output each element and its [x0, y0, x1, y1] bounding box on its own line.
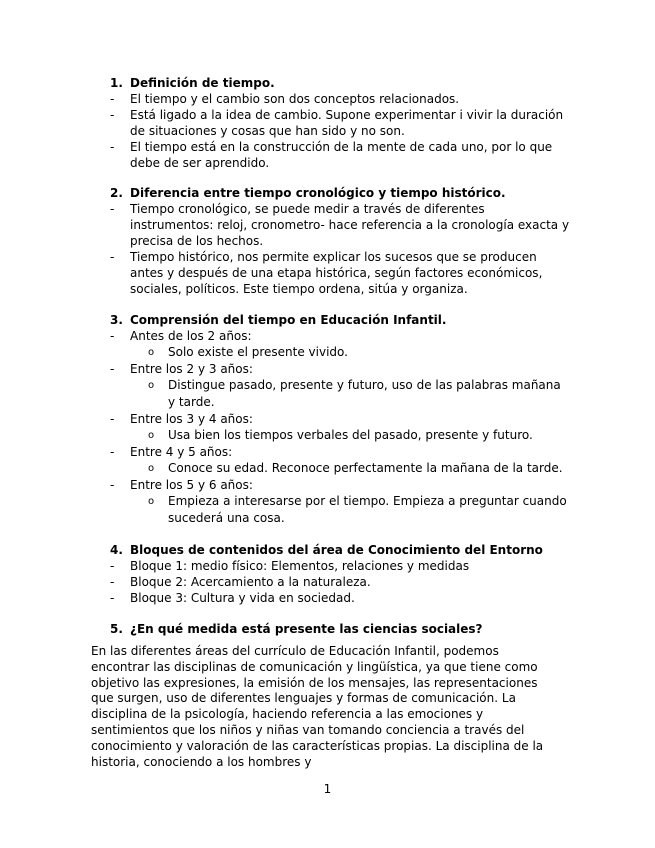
dash-bullet: - — [110, 575, 115, 589]
section-number: 3. — [110, 313, 123, 327]
dash-bullet: - — [110, 108, 115, 122]
list-item-text: Está ligado a la idea de cambio. Supone experimentar i vivir la duración de situaciones y cosas que han sido y no son. — [130, 108, 564, 138]
dash-bullet: - — [110, 412, 115, 426]
sub-list-item-text: Distingue pasado, presente y futuro, uso de las palabras mañana y tarde. — [168, 378, 561, 409]
list-item-text: Bloque 2: Acercamiento a la naturaleza. — [130, 575, 371, 589]
circle-bullet-icon: o — [148, 347, 155, 358]
list-item-text: El tiempo está en la construcción de la mente de cada uno, por lo que debe de ser aprendido. — [130, 140, 553, 170]
list-item — [110, 590, 570, 606]
dash-bullet: - — [110, 202, 115, 216]
section-number: 1. — [110, 76, 123, 90]
list-item — [110, 477, 570, 493]
circle-bullet-icon: o — [148, 380, 155, 391]
section-title: Comprensión del tiempo en Educación Infantil. — [130, 313, 447, 327]
sub-list-item — [110, 493, 570, 527]
section-number: 2. — [110, 186, 123, 200]
section-3 — [110, 312, 570, 527]
list-item — [110, 249, 570, 297]
section-heading — [110, 621, 570, 637]
circle-bullet-icon: o — [148, 463, 155, 474]
circle-bullet-icon: o — [148, 496, 155, 507]
sub-list-item-text: Empieza a interesarse por el tiempo. Empieza a preguntar cuando sucederá una cosa. — [168, 494, 567, 525]
list-item-text: Entre los 2 y 3 años: — [130, 362, 253, 376]
section-title: Definición de tiempo. — [130, 76, 275, 90]
list-item-text: Entre 4 y 5 años: — [130, 445, 233, 459]
list-item — [110, 91, 570, 107]
sub-list-item — [110, 344, 570, 361]
list-item-text: El tiempo y el cambio son dos conceptos relacionados. — [130, 92, 460, 106]
dash-bullet: - — [110, 140, 115, 154]
section-title: Bloques de contenidos del área de Conocimiento del Entorno — [130, 543, 543, 557]
section-heading — [110, 542, 570, 558]
dash-bullet: - — [110, 92, 115, 106]
list-item — [110, 574, 570, 590]
sub-list-item-text: Usa bien los tiempos verbales del pasado, presente y futuro. — [168, 428, 533, 442]
section-number: 5. — [110, 622, 123, 636]
section-1 — [110, 75, 570, 171]
body-paragraph: En las diferentes áreas del currículo de Educación Infantil, podemos encontrar las disciplinas de comunicación y lingüística, ya que tiene como objetivo las expresiones, la emisión de los mensajes, las representaciones que surgen, uso de diferentes lenguajes y formas de comunicación. La disciplina de la psicología, haciendo referencia a las emociones y sentimientos que los niños y niñas van tomando conciencia a través del conocimiento y valoración de las características propias. La disciplina de la historia, conociendo a los hombres y — [91, 644, 544, 769]
section-heading — [110, 185, 570, 201]
section-number: 4. — [110, 543, 123, 557]
sub-list-item — [110, 377, 570, 411]
list-item-text: Antes de los 2 años: — [130, 329, 252, 343]
dash-bullet: - — [110, 250, 115, 264]
dash-bullet: - — [110, 559, 115, 573]
list-item — [110, 558, 570, 574]
section-5 — [110, 621, 570, 637]
list-item — [110, 328, 570, 344]
list-item — [110, 139, 570, 171]
sub-list-item-text: Conoce su edad. Reconoce perfectamente la mañana de la tarde. — [168, 461, 563, 475]
list-item-text: Bloque 3: Cultura y vida en sociedad. — [130, 591, 355, 605]
page-number: 1 — [323, 782, 332, 796]
sub-list-item — [110, 460, 570, 477]
dash-bullet: - — [110, 591, 115, 605]
dash-bullet: - — [110, 362, 115, 376]
dash-bullet: - — [110, 478, 115, 492]
dash-bullet: - — [110, 329, 115, 343]
list-item-text: Bloque 1: medio físico: Elementos, relaciones y medidas — [130, 559, 470, 573]
dash-bullet: - — [110, 445, 115, 459]
section-heading — [110, 75, 570, 91]
sub-list-item-text: Solo existe el presente vivido. — [168, 345, 348, 359]
section-title: ¿En qué medida está presente las ciencias sociales? — [130, 622, 483, 636]
list-item — [110, 107, 570, 139]
sub-list-item — [110, 427, 570, 444]
list-item-text: Entre los 5 y 6 años: — [130, 478, 253, 492]
list-item — [110, 201, 570, 249]
section-heading — [110, 312, 570, 328]
list-item-text: Tiempo histórico, nos permite explicar los sucesos que se producen antes y después de una etapa histórica, según factores económicos, sociales, políticos. Este tiempo ordena, sitúa y organiza. — [130, 250, 543, 296]
list-item — [110, 361, 570, 377]
list-item — [110, 444, 570, 460]
section-title: Diferencia entre tiempo cronológico y tiempo histórico. — [130, 186, 506, 200]
section-4 — [110, 542, 570, 606]
list-item-text: Tiempo cronológico, se puede medir a través de diferentes instrumentos: reloj, cronometro- hace referencia a la cronología exacta y precisa de los hechos. — [130, 202, 570, 248]
section-2 — [110, 185, 570, 297]
circle-bullet-icon: o — [148, 430, 155, 441]
list-item — [110, 411, 570, 427]
list-item-text: Entre los 3 y 4 años: — [130, 412, 253, 426]
